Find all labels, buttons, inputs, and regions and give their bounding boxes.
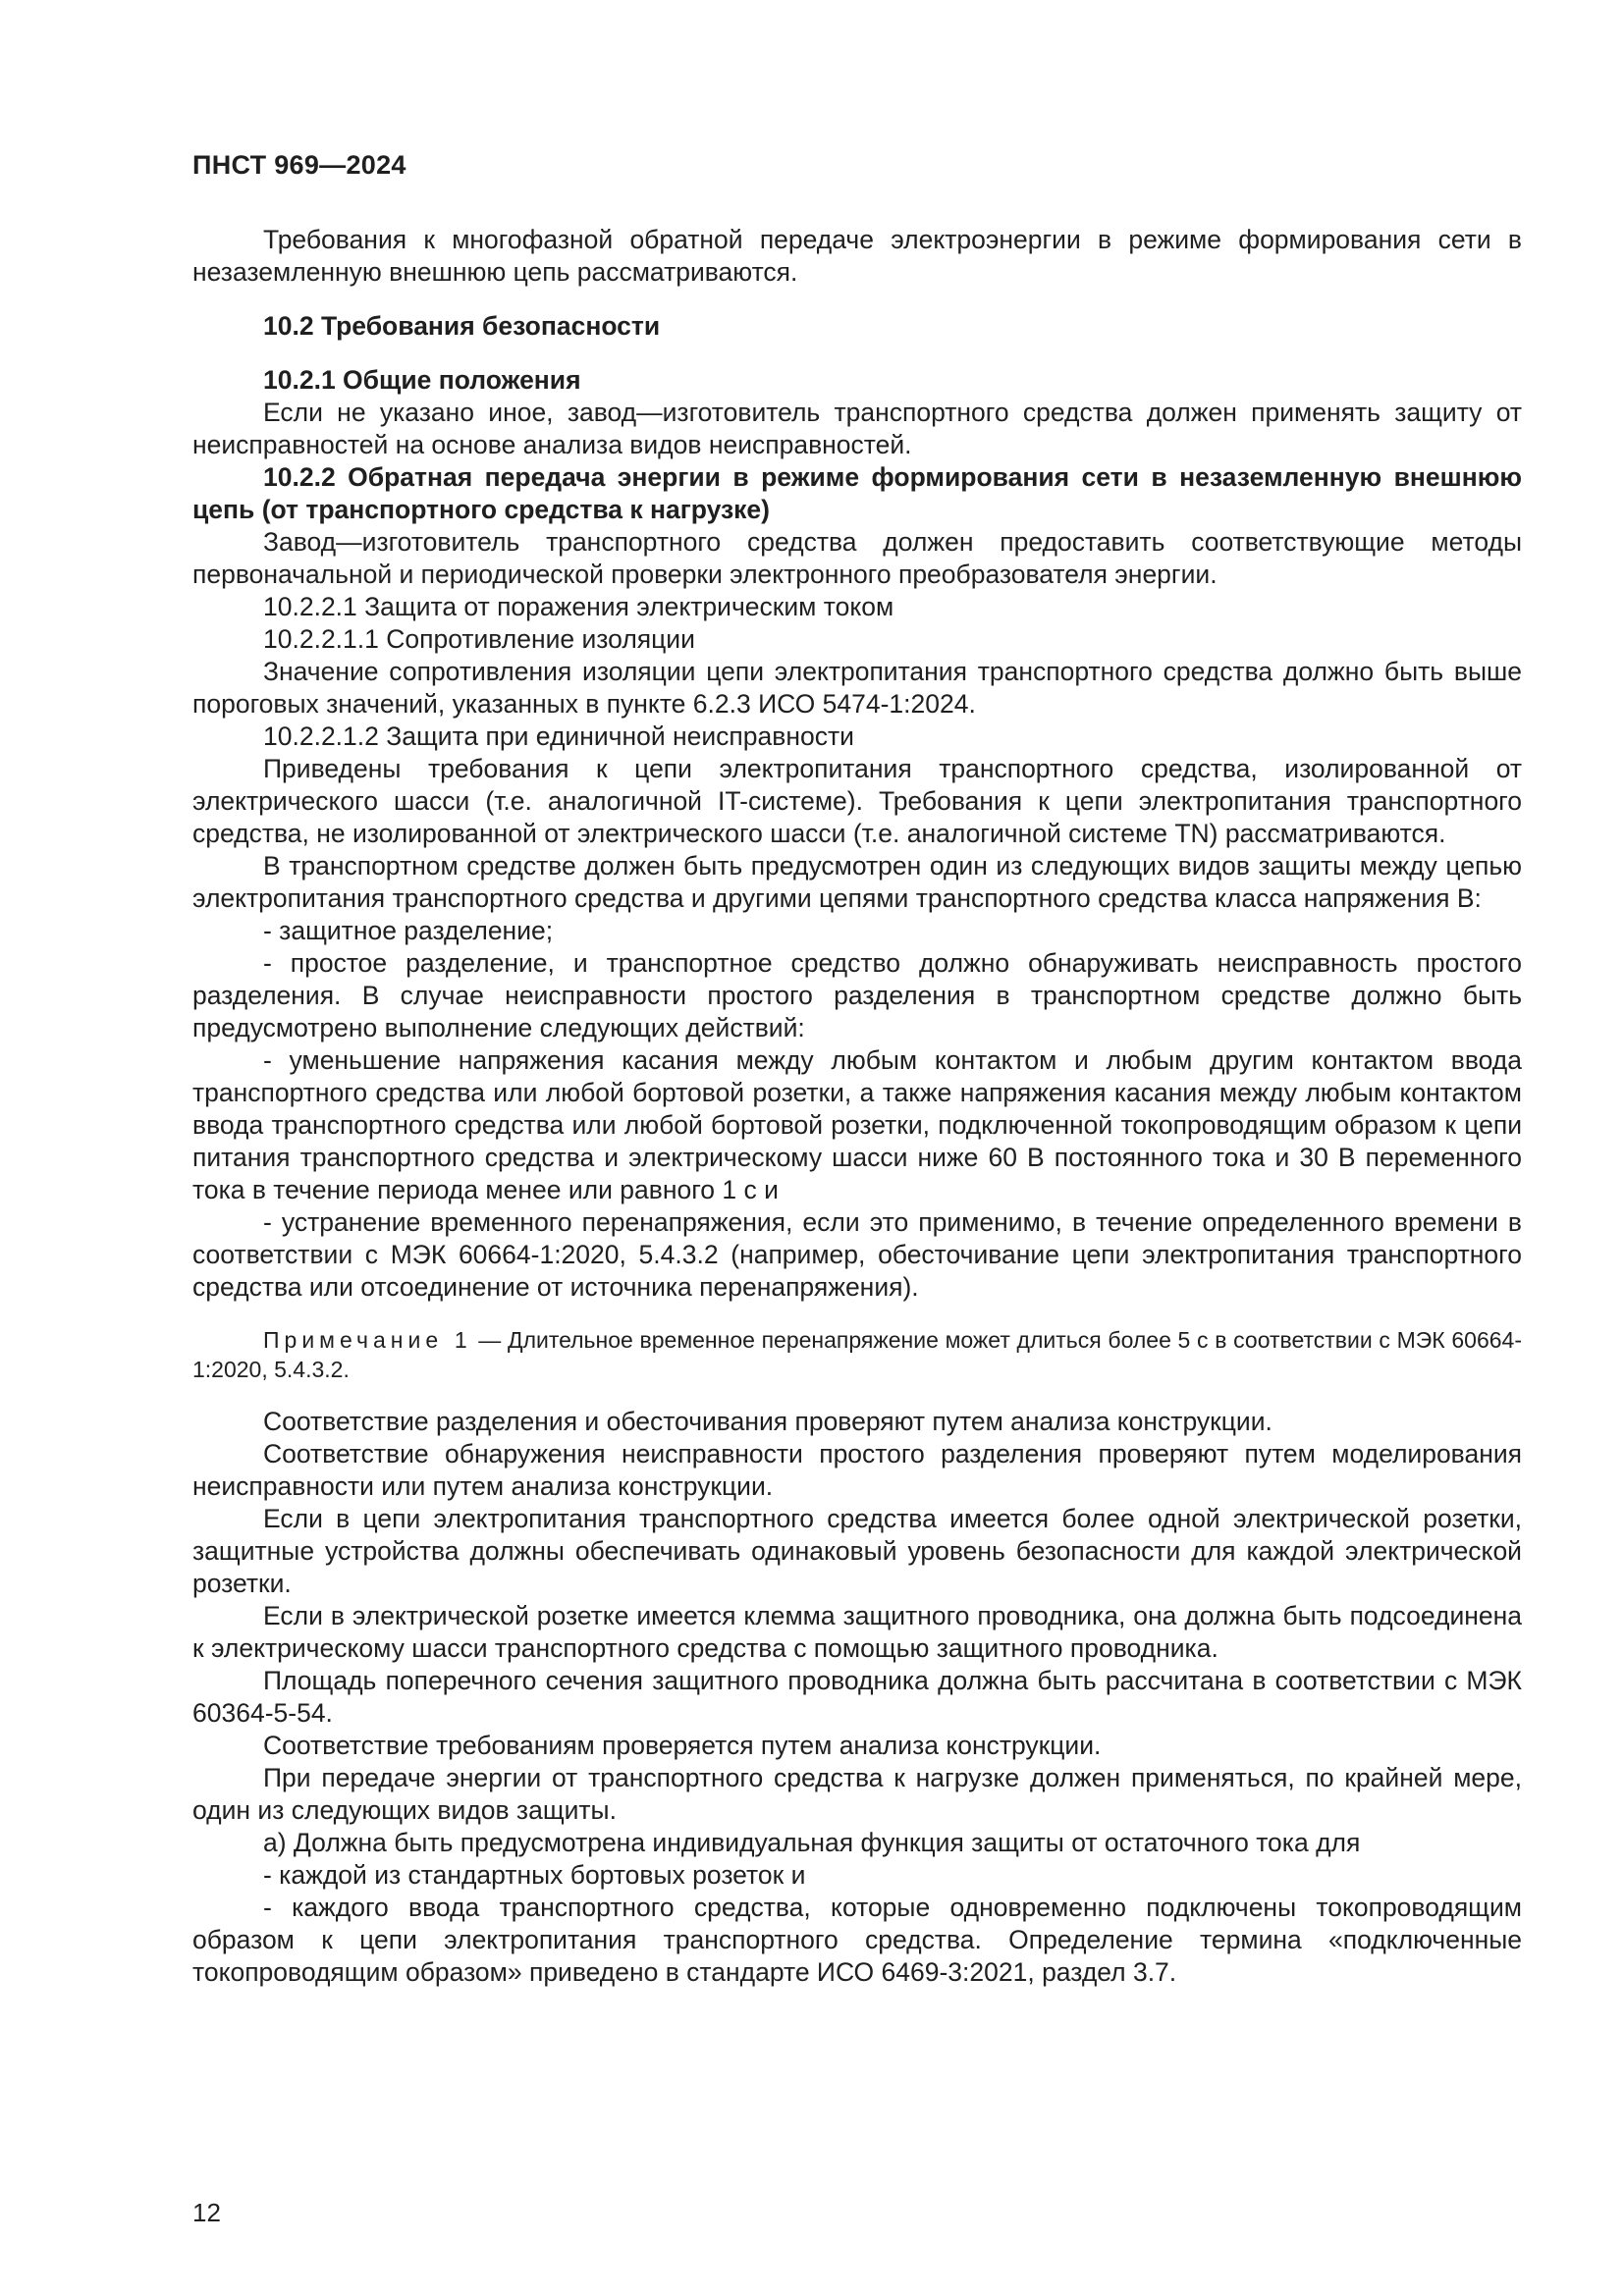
paragraph: Соответствие требованиям проверяется путем анализа конструкции. (263, 1731, 1102, 1760)
paragraph: Площадь поперечного сечения защитного проводника должна быть рассчитана в соответствии с МЭК 60364-5-54. (192, 1666, 1522, 1728)
paragraph-intro: Требования к многофазной обратной передаче электроэнергии в режиме формирования сети в незаземленную внешнюю цепь рассматриваются. (192, 225, 1522, 287)
list-item: - простое разделение, и транспортное средство должно обнаруживать неисправность простого разделения. В случае неисправности простого разделения в транспортном средстве должно быть предусмотрено выполнение следующих действий: (192, 948, 1522, 1042)
paragraph: Значение сопротивления изоляции цепи электропитания транспортного средства должно быть выше пороговых значений, указанных в пункте 6.2.3 ИСО 5474-1:2024. (192, 657, 1522, 719)
subsection-title-10-2-2-1-1: 10.2.2.1.1 Сопротивление изоляции (263, 624, 695, 654)
section-heading-10-2-2: 10.2.2 Обратная передача энергии в режиме формирования сети в незаземленную внешнюю цепь (от транспортного средства к нагрузке) (192, 462, 1522, 524)
paragraph: Завод—изготовитель транспортного средства должен предоставить соответствующие методы первоначальной и периодической проверки электронного преобразователя энергии. (192, 527, 1522, 589)
list-item: - каждого ввода транспортного средства, которые одновременно подключены токопроводящим образом к цепи электропитания транспортного средства. Определение термина «подключенные токопроводящим образом» приведено в стандарте ИСО 6469-3:2021, раздел 3.7. (192, 1893, 1522, 1987)
subsection-title-10-2-2-1-2: 10.2.2.1.2 Защита при единичной неисправности (263, 721, 854, 751)
document-body (192, 224, 1522, 1989)
paragraph: Если в электрической розетке имеется клемма защитного проводника, она должна быть подсоединена к электрическому шасси транспортного средства с помощью защитного проводника. (192, 1601, 1522, 1663)
note-label: Примечание 1 (263, 1327, 472, 1353)
list-item: - уменьшение напряжения касания между любым контактом и любым другим контактом ввода транспортного средства или любой бортовой розетки, а также напряжения касания между любым контактом ввода транспортного средства или любой бортовой розетки, подключенной токопроводящим образом к цепи питания транспортного средства и электрическому шасси ниже 60 В постоянного тока и 30 В переменного тока в течение периода менее или равного 1 с и (192, 1045, 1522, 1204)
paragraph: Соответствие разделения и обесточивания проверяют путем анализа конструкции. (263, 1407, 1272, 1436)
paragraph: Если в цепи электропитания транспортного средства имеется более одной электрической розетки, защитные устройства должны обеспечивать одинаковый уровень безопасности для каждой электрической розетки. (192, 1504, 1522, 1598)
paragraph: В транспортном средстве должен быть предусмотрен один из следующих видов защиты между цепью электропитания транспортного средства и другими цепями транспортного средства класса напряжения B: (192, 851, 1522, 913)
paragraph: При передаче энергии от транспортного средства к нагрузке должен применяться, по крайней мере, один из следующих видов защиты. (192, 1763, 1522, 1825)
paragraph: Приведены требования к цепи электропитания транспортного средства, изолированной от электрического шасси (т.е. аналогичной IT-системе). Требования к цепи электропитания транспортного средства, не изолированной от электрического шасси (т.е. аналогичной системе TN) рассматриваются. (192, 754, 1522, 848)
note (192, 1325, 1522, 1384)
page-number: 12 (192, 2198, 221, 2227)
list-item: - каждой из стандартных бортовых розеток и (263, 1860, 806, 1890)
list-item: а) Должна быть предусмотрена индивидуальная функция защиты от остаточного тока для (263, 1828, 1361, 1857)
list-item: - защитное разделение; (263, 916, 554, 945)
list-item: - устранение временного перенапряжения, если это применимо, в течение определенного времени в соответствии с МЭК 60664-1:2020, 5.4.3.2 (например, обесточивание цепи электропитания транспортного средства или отсоединение от источника перенапряжения). (192, 1207, 1522, 1302)
section-heading-10-2-1: 10.2.1 Общие положения (263, 365, 581, 395)
note-text: — Длительное временное перенапряжение может длиться более 5 с в соответствии с МЭК 60664-1:2020, 5.4.3.2. (192, 1327, 1522, 1382)
subsection-title-10-2-2-1: 10.2.2.1 Защита от поражения электрическим током (263, 592, 894, 621)
paragraph: Если не указано иное, завод—изготовитель транспортного средства должен применять защиту от неисправностей на основе анализа видов неисправностей. (192, 398, 1522, 459)
paragraph: Соответствие обнаружения неисправности простого разделения проверяют путем моделирования неисправности или путем анализа конструкции. (192, 1439, 1522, 1501)
section-heading-10-2: 10.2 Требования безопасности (263, 311, 661, 341)
document-code-header: ПНСТ 969—2024 (192, 150, 406, 180)
